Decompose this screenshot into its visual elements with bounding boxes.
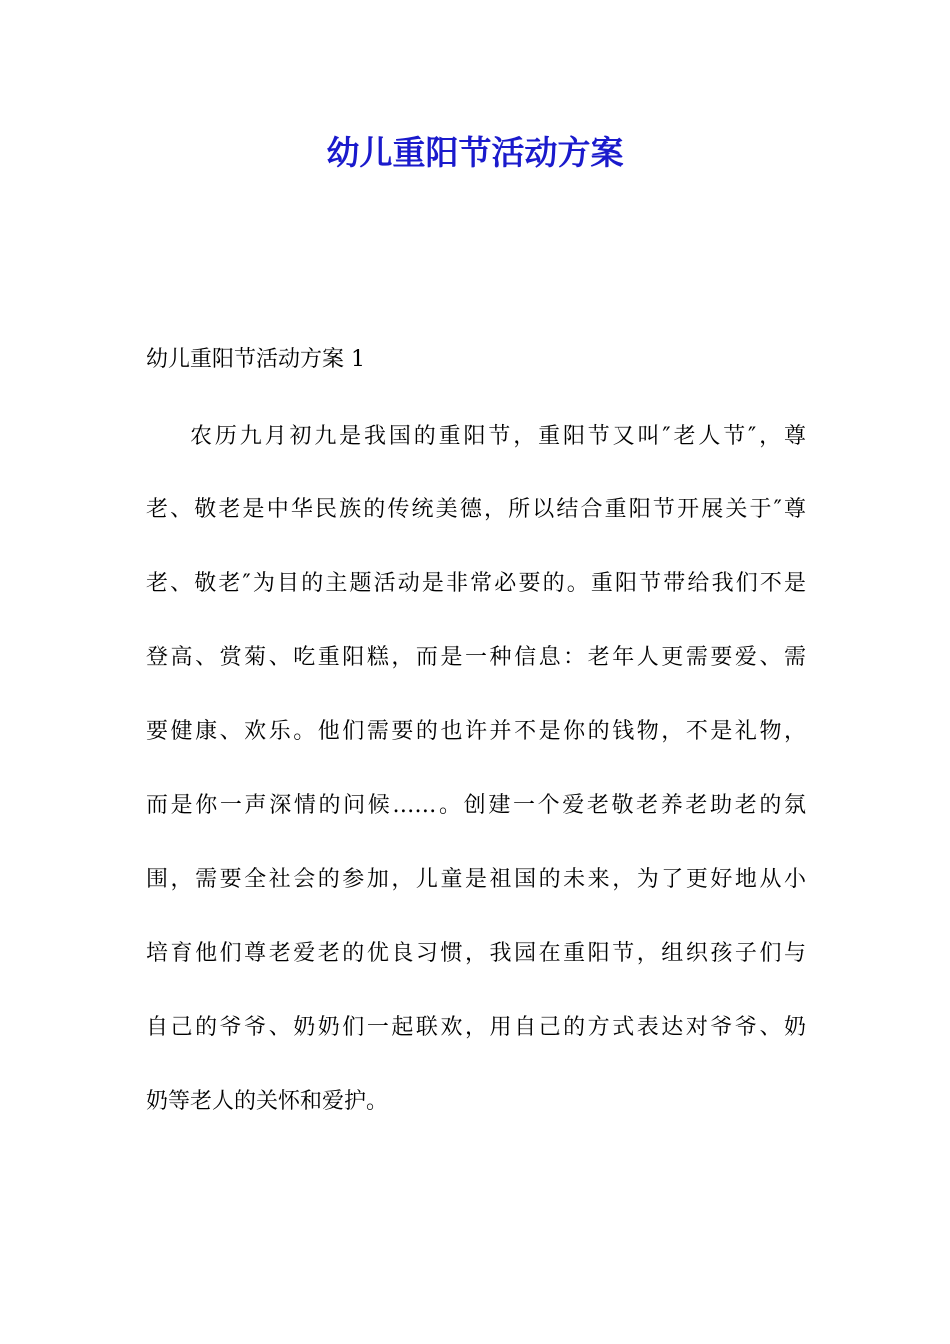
document-title: 幼儿重阳节活动方案: [326, 133, 624, 172]
paragraph-line: 围，需要全社会的参加，儿童是祖国的未来，为了更好地从小: [146, 867, 806, 892]
paragraph-line: 要健康、欢乐。他们需要的也许并不是你的钱物，不是礼物，: [146, 719, 806, 744]
paragraph-line: 登高、赏菊、吃重阳糕，而是一种信息：老年人更需要爱、需: [146, 645, 806, 670]
paragraph-line: 培育他们尊老爱老的优良习惯，我园在重阳节，组织孩子们与: [146, 941, 806, 966]
paragraph-line: 自己的爷爷、奶奶们一起联欢，用自己的方式表达对爷爷、奶: [146, 1015, 806, 1040]
paragraph-line: 农历九月初九是我国的重阳节，重阳节又叫″老人节″，尊: [190, 424, 806, 449]
paragraph-line: 老、敬老是中华民族的传统美德，所以结合重阳节开展关于″尊: [146, 497, 806, 522]
paragraph-line: 而是你一声深情的问候……。创建一个爱老敬老养老助老的氛: [146, 793, 806, 818]
section-heading: 幼儿重阳节活动方案 1: [146, 347, 365, 372]
paragraph-line: 老、敬老″为目的主题活动是非常必要的。重阳节带给我们不是: [146, 571, 806, 596]
paragraph-line: 奶等老人的关怀和爱护。: [146, 1089, 389, 1114]
